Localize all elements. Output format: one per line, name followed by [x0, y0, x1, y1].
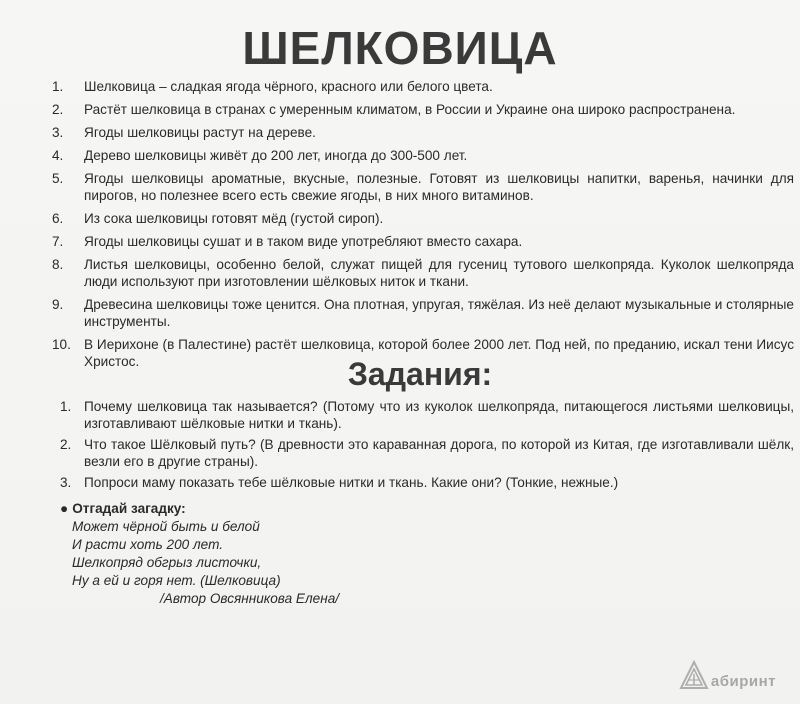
- fact-number: 2.: [52, 102, 64, 117]
- fact-number: 9.: [52, 297, 64, 312]
- task-item: [60, 436, 794, 470]
- fact-number: 5.: [52, 171, 64, 186]
- riddle-block: [60, 500, 480, 608]
- fact-text: Древесина шелковицы тоже ценится. Она плотная, упругая, тяжёлая. Из неё делают музыкальные и столярные инструменты.: [84, 297, 794, 329]
- task-number: 2.: [60, 437, 72, 452]
- fact-item: [52, 101, 794, 118]
- task-number: 3.: [60, 475, 72, 490]
- bullet-icon: ●: [60, 501, 69, 516]
- fact-number: 1.: [52, 79, 64, 94]
- fact-text: Растёт шелковица в странах с умеренным климатом, в России и Украине она широко распространена.: [84, 102, 736, 117]
- fact-text: Ягоды шелковицы растут на дереве.: [84, 125, 316, 140]
- task-item: [60, 474, 794, 491]
- tasks-list: [60, 398, 794, 495]
- watermark: [679, 660, 776, 690]
- facts-list: [52, 78, 794, 376]
- fact-text: Из сока шелковицы готовят мёд (густой сироп).: [84, 211, 384, 226]
- fact-text: Ягоды шелковицы сушат и в таком виде употребляют вместо сахара.: [84, 234, 523, 249]
- page-title: ШЕЛКОВИЦА: [242, 22, 558, 74]
- fact-item: [52, 210, 794, 227]
- fact-item: [52, 78, 794, 95]
- fact-number: 6.: [52, 211, 64, 226]
- riddle-poem: [60, 518, 480, 590]
- fact-item: [52, 233, 794, 250]
- task-number: 1.: [60, 399, 72, 414]
- fact-text: Ягоды шелковицы ароматные, вкусные, полезные. Готовят из шелковицы напитки, варенья, начинки для пирогов, но полезнее всего есть свежие ягоды, в них много витаминов.: [84, 171, 794, 203]
- poem-line: Ну а ей и горя нет. (Шелковица): [72, 573, 281, 588]
- poem-line: Шелкопряд обгрыз листочки,: [72, 555, 262, 570]
- fact-text: Шелковица – сладкая ягода чёрного, красного или белого цвета.: [84, 79, 493, 94]
- fact-number: 4.: [52, 148, 64, 163]
- fact-item: [52, 296, 794, 330]
- fact-number: 8.: [52, 257, 64, 272]
- task-text: Почему шелковица так называется? (Потому что из куколок шелкопряда, питающегося листьями шелковицы, изготавливают шёлковые нитки и ткань).: [84, 399, 794, 431]
- fact-item: [52, 147, 794, 164]
- poem-line: Может чёрной быть и белой: [72, 519, 260, 534]
- watermark-text: абиринт: [710, 673, 776, 690]
- task-text: Попроси маму показать тебе шёлковые нитки и ткань. Какие они? (Тонкие, нежные.): [84, 475, 619, 490]
- riddle-heading-row: [60, 500, 480, 518]
- riddle-heading: Отгадай загадку:: [72, 501, 186, 516]
- fact-text: Дерево шелковицы живёт до 200 лет, иногда до 300-500 лет.: [84, 148, 468, 163]
- fact-text: В Иерихоне (в Палестине) растёт шелковица, которой более 2000 лет. Под ней, по преданию, искал тени Иисус Христос.: [84, 337, 794, 369]
- riddle-author: /Автор Овсянникова Елена/: [160, 591, 340, 606]
- labirint-logo-icon: [679, 660, 709, 690]
- fact-item: [52, 124, 794, 141]
- poem-line: И расти хоть 200 лет.: [72, 537, 224, 552]
- fact-item: [52, 256, 794, 290]
- tasks-heading: Задания:: [347, 356, 493, 392]
- fact-item: [52, 170, 794, 204]
- fact-number: 7.: [52, 234, 64, 249]
- task-text: Что такое Шёлковый путь? (В древности это караванная дорога, по которой из Китая, где изготавливали шёлк, везли его в другие страны).: [84, 437, 794, 469]
- task-item: [60, 398, 794, 432]
- fact-number: 3.: [52, 125, 64, 140]
- fact-number: 10.: [52, 337, 71, 352]
- fact-text: Листья шелковицы, особенно белой, служат пищей для гусениц тутового шелкопряда. Куколок шелкопряда люди используют при изготовлении шёлковых ниток и ткани.: [84, 257, 794, 289]
